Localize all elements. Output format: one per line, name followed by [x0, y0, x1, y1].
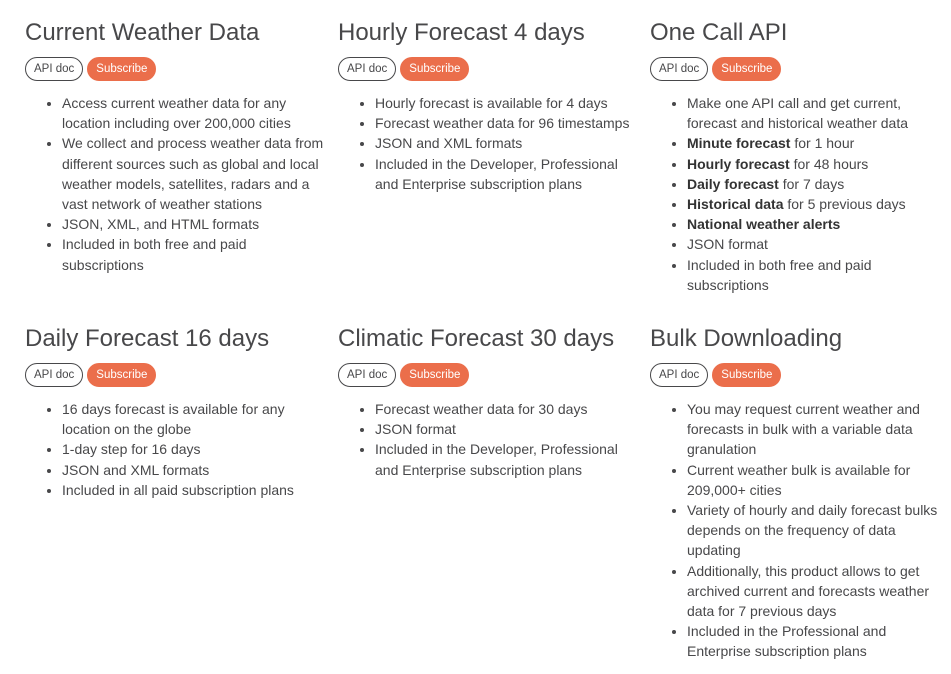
list-item: • Current weather bulk is available for 209,000+ cities	[687, 460, 950, 500]
card-buttons	[338, 363, 638, 387]
card-title: Daily Forecast 16 days	[25, 325, 270, 352]
card-buttons	[338, 57, 638, 81]
card-title: Climatic Forecast 30 days	[338, 325, 615, 352]
list-item: • Variety of hourly and daily forecast bulks depends on the frequency of data updating	[687, 500, 950, 561]
list-item: • Daily forecast for 7 days	[687, 174, 950, 194]
subscribe-button[interactable]: Subscribe	[400, 57, 469, 81]
feature-list	[650, 399, 950, 662]
list-item: • Included in the Professional and Enterprise subscription plans	[687, 621, 950, 661]
card-buttons	[650, 57, 950, 81]
api-doc-button[interactable]: API doc	[650, 57, 708, 81]
api-doc-button[interactable]: API doc	[338, 57, 396, 81]
api-doc-button[interactable]: API doc	[650, 363, 708, 387]
subscribe-button[interactable]: Subscribe	[400, 363, 469, 387]
list-item: • Hourly forecast for 48 hours	[687, 154, 950, 174]
list-item: • Included in both free and paid subscriptions	[62, 234, 325, 274]
product-card-current-weather	[25, 19, 325, 275]
list-item: • Included in the Developer, Professional and Enterprise subscription plans	[375, 439, 638, 479]
list-item: • JSON, XML, and HTML formats	[62, 214, 325, 234]
list-item: • National weather alerts	[687, 214, 950, 234]
card-buttons	[25, 363, 325, 387]
list-item: • You may request current weather and forecasts in bulk with a variable data granulation	[687, 399, 950, 460]
list-item: • Included in both free and paid subscriptions	[687, 255, 950, 295]
list-item: • Make one API call and get current, forecast and historical weather data	[687, 93, 950, 133]
list-item: • Historical data for 5 previous days	[687, 194, 950, 214]
list-item: • Forecast weather data for 30 days	[375, 399, 638, 419]
list-item: • Hourly forecast is available for 4 days	[375, 93, 638, 113]
card-buttons	[650, 363, 950, 387]
list-item: • Forecast weather data for 96 timestamps	[375, 113, 638, 133]
list-item: • JSON format	[375, 419, 638, 439]
card-buttons	[25, 57, 325, 81]
product-card-daily-forecast	[25, 325, 325, 500]
list-item: • 16 days forecast is available for any location on the globe	[62, 399, 325, 439]
list-item: • JSON and XML formats	[375, 133, 638, 153]
card-title: Hourly Forecast 4 days	[338, 19, 585, 46]
list-item: • We collect and process weather data from different sources such as global and local weather models, satellites, radars and a vast network of weather stations	[62, 133, 325, 214]
product-card-climatic-forecast	[338, 325, 638, 480]
subscribe-button[interactable]: Subscribe	[712, 57, 781, 81]
list-item: • 1-day step for 16 days	[62, 439, 325, 459]
api-doc-button[interactable]: API doc	[338, 363, 396, 387]
feature-list	[338, 93, 638, 194]
card-title: Current Weather Data	[25, 19, 260, 46]
api-doc-button[interactable]: API doc	[25, 57, 83, 81]
feature-list	[25, 93, 325, 275]
list-item: • JSON and XML formats	[62, 460, 325, 480]
list-item: • Minute forecast for 1 hour	[687, 133, 950, 153]
feature-list	[338, 399, 638, 480]
product-card-hourly-forecast	[338, 19, 638, 194]
api-doc-button[interactable]: API doc	[25, 363, 83, 387]
card-title: Bulk Downloading	[650, 325, 843, 352]
feature-list	[25, 399, 325, 500]
list-item: • JSON format	[687, 234, 950, 254]
subscribe-button[interactable]: Subscribe	[712, 363, 781, 387]
list-item: • Included in the Developer, Professional and Enterprise subscription plans	[375, 154, 638, 194]
subscribe-button[interactable]: Subscribe	[87, 57, 156, 81]
product-card-bulk-downloading	[650, 325, 950, 662]
list-item: • Additionally, this product allows to get archived current and forecasts weather data for 7 previous days	[687, 561, 950, 622]
list-item: • Access current weather data for any location including over 200,000 cities	[62, 93, 325, 133]
card-title: One Call API	[650, 19, 788, 46]
list-item: • Included in all paid subscription plans	[62, 480, 325, 500]
product-card-one-call-api	[650, 19, 950, 295]
subscribe-button[interactable]: Subscribe	[87, 363, 156, 387]
feature-list	[650, 93, 950, 295]
